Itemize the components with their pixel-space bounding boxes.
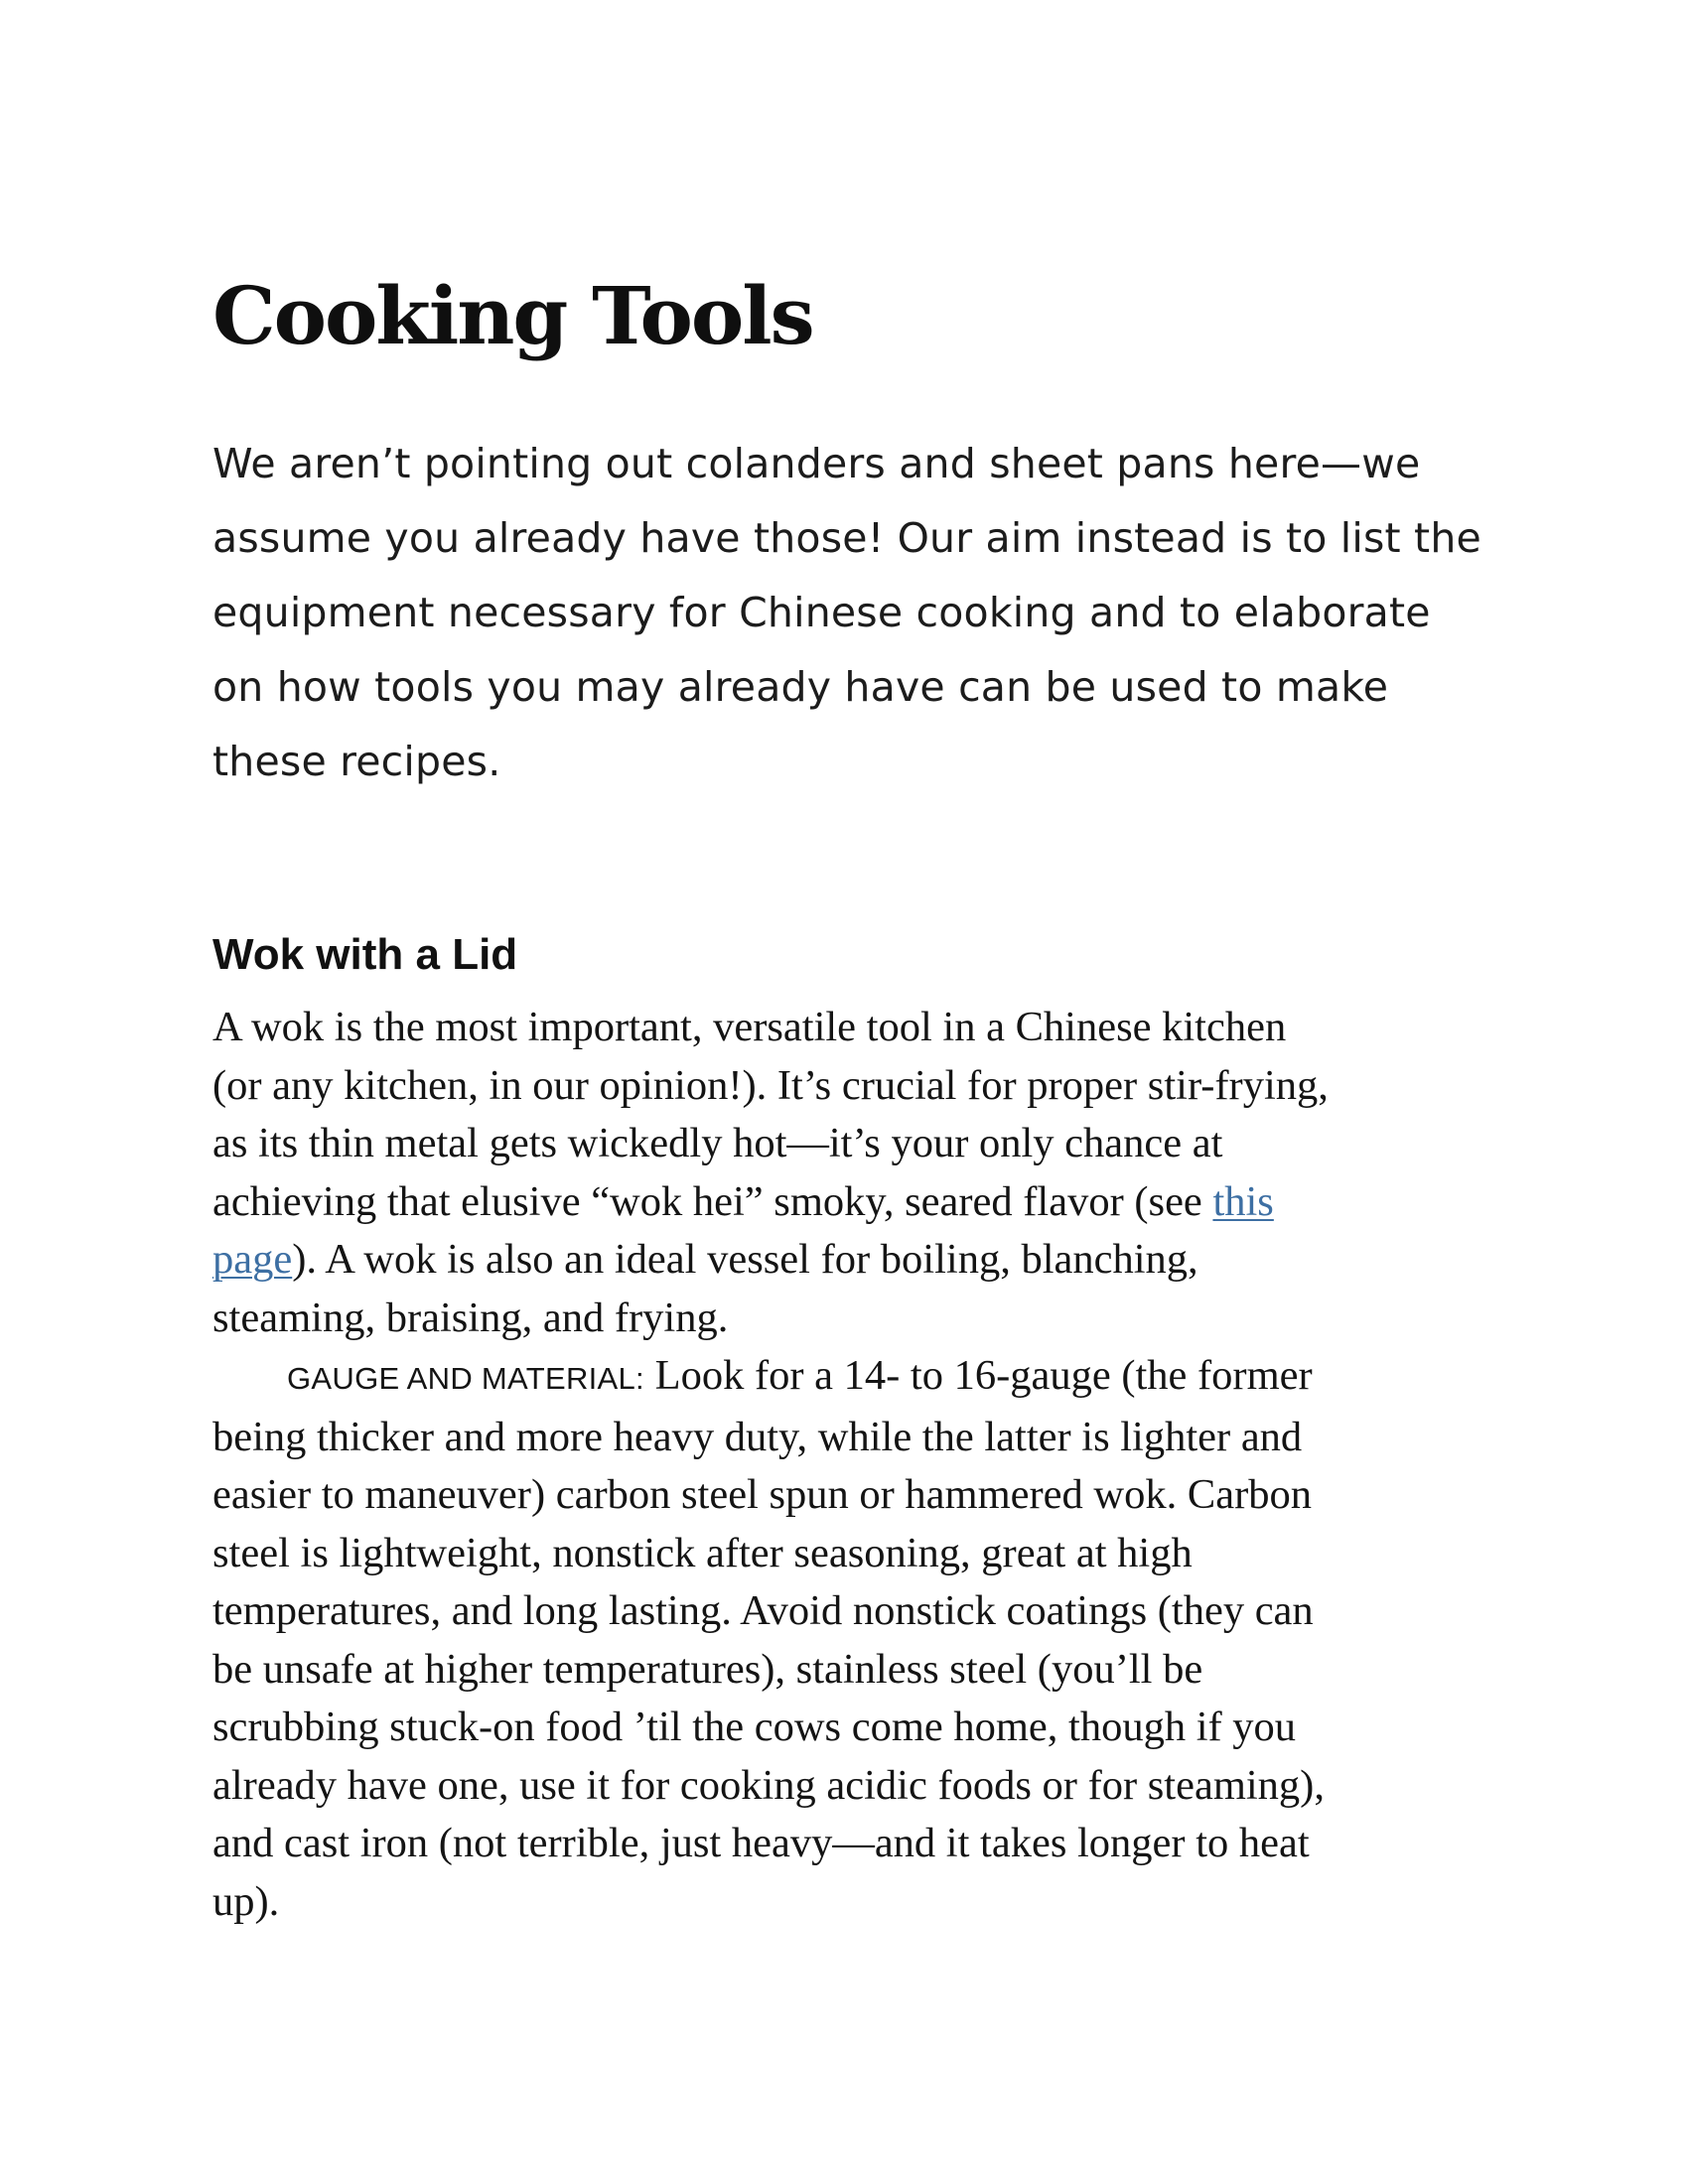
body-line: as its thin metal gets wickedly hot—it’s your only chance at (212, 1120, 1223, 1166)
body-line: already have one, use it for cooking acidic foods or for steaming), (212, 1761, 1325, 1809)
body-line: steel is lightweight, nonstick after seasoning, great at high (212, 1529, 1193, 1576)
section-body (212, 999, 1503, 1931)
body-line: easier to maneuver) carbon steel spun or hammered wok. Carbon (212, 1471, 1312, 1518)
body-line: and cast iron (not terrible, just heavy—and it takes longer to heat (212, 1820, 1310, 1866)
body-text-segment: ). A wok is also an ideal vessel for boiling, blanching, (292, 1236, 1198, 1283)
page-reference-link[interactable]: page (212, 1236, 293, 1283)
intro-line: these recipes. (212, 738, 501, 785)
intro-line: We aren’t pointing out colanders and sheet pans here—we (212, 440, 1421, 487)
body-line: (or any kitchen, in our opinion!). It’s crucial for proper stir-frying, (212, 1061, 1329, 1109)
body-line-with-link (212, 1231, 1503, 1290)
body-text-segment: Look for a 14- to 16-gauge (the former (643, 1352, 1313, 1399)
run-in-label: GAUGE AND MATERIAL: (287, 1361, 644, 1396)
body-line-with-label (212, 1347, 1503, 1409)
body-text-segment: achieving that elusive “wok hei” smoky, seared flavor (see (212, 1177, 1213, 1225)
section-heading: Wok with a Lid (212, 930, 518, 979)
body-line: temperatures, and long lasting. Avoid nonstick coatings (they can (212, 1587, 1314, 1634)
intro-line: assume you already have those! Our aim instead is to list the (212, 514, 1481, 562)
intro-paragraph (212, 427, 1493, 799)
intro-line: equipment necessary for Chinese cooking and to elaborate (212, 589, 1431, 636)
intro-line: on how tools you may already have can be used to make (212, 663, 1389, 711)
body-line: up). (212, 1877, 280, 1925)
body-line: scrubbing stuck-on food ’til the cows come home, though if you (212, 1704, 1297, 1750)
page-reference-link[interactable]: this (1212, 1177, 1274, 1225)
body-line: being thicker and more heavy duty, while the latter is lighter and (212, 1413, 1303, 1460)
body-line: be unsafe at higher temperatures), stainless steel (you’ll be (212, 1645, 1203, 1693)
body-line-with-link (212, 1173, 1503, 1232)
page-title: Cooking Tools (212, 269, 813, 362)
body-line: steaming, braising, and frying. (212, 1294, 729, 1341)
body-line: A wok is the most important, versatile tool in a Chinese kitchen (212, 1004, 1287, 1050)
